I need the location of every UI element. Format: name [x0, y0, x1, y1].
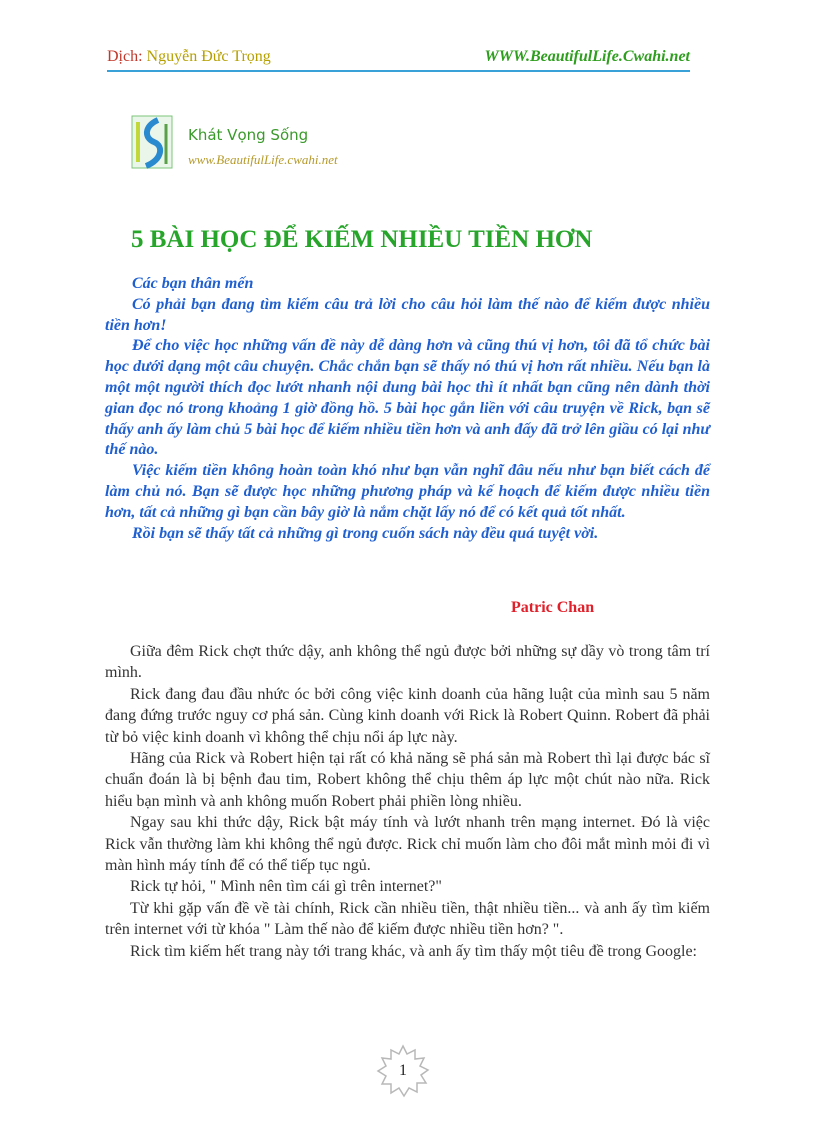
- logo-name: Khát Vọng Sống: [188, 126, 309, 144]
- intro-paragraph: Rồi bạn sẽ thấy tất cả những gì trong cuốn sách này đều quá tuyệt vời.: [132, 524, 599, 542]
- story-paragraph: Rick đang đau đầu nhức óc bởi công việc kinh doanh của hãng luật của mình sau 5 năm đang đứng trước nguy cơ phá sản. Cùng kinh doanh với Rick là Robert Quinn. Robert đã phải từ bỏ việc kinh doanh vì không thể chịu nổi áp lực này.: [105, 685, 710, 746]
- page-number-badge: [371, 1040, 435, 1104]
- intro-paragraph: Để cho việc học những vấn đề này dễ dàng hơn và cũng thú vị hơn, tôi đã tổ chức bài học dưới dạng một câu chuyện. Chắc chắn bạn sẽ thấy nó thú vị hơn rất nhiều. Nếu bạn là một một người thích đọc lướt nhanh nội dung bài học thì ít nhất bạn cũng nên dành thời gian đọc nó trong khoảng 1 giờ đồng hồ. 5 bài học gắn liền với câu truyện về Rick, bạn sẽ thấy anh ấy làm chủ 5 bài học để kiếm nhiều tiền hơn và anh đấy đã trở lên giầu có lại như thế nào.: [105, 337, 710, 459]
- logo-mark-icon: [128, 112, 178, 172]
- intro-paragraph: Có phải bạn đang tìm kiếm câu trả lời cho câu hỏi làm thế nào để kiếm được nhiều tiền hơn!: [105, 295, 710, 334]
- story-paragraph: Ngay sau khi thức dậy, Rick bật máy tính và lướt nhanh trên mạng internet. Đó là việc Rick vẫn thường làm khi không thể ngủ được. Rick chỉ muốn làm cho đôi mắt mình mỏi đi vì màn hình máy tính để có thể tiếp tục ngủ.: [105, 814, 710, 875]
- story-paragraph: Rick tìm kiếm hết trang này tới trang khác, và anh ấy tìm thấy một tiêu đề trong Google:: [130, 942, 697, 960]
- story-paragraph: Từ khi gặp vấn đề về tài chính, Rick cần nhiều tiền, thật nhiều tiền... và anh ấy tìm kiếm trên internet với từ khóa " Làm thế nào để kiếm được nhiều tiền hơn? ".: [105, 899, 710, 939]
- page-number: 1: [399, 1062, 407, 1079]
- author-signature: Patric Chan: [511, 599, 595, 616]
- story-paragraph: Hãng của Rick và Robert hiện tại rất có khả năng sẽ phá sản mà Robert thì lại được bác sĩ chuẩn đoán là bị bệnh đau tim, Robert không thể chịu thêm áp lực một chút nào nữa. Rick hiểu bạn mình và anh không muốn Robert phải phiền lòng nhiều.: [105, 750, 710, 810]
- header-rule: [107, 70, 690, 72]
- site-url: WWW.BeautifulLife.Cwahi.net: [484, 48, 690, 65]
- story-paragraph: Giữa đêm Rick chợt thức dậy, anh không thể ngủ được bởi những sự dầy vò trong tâm trí mình.: [105, 643, 710, 682]
- story-paragraph: Rick tự hỏi, " Mình nên tìm cái gì trên internet?": [130, 878, 442, 896]
- intro-section: [105, 274, 710, 544]
- intro-paragraph: Việc kiếm tiền không hoàn toàn khó như bạn vẫn nghĩ đâu nếu như bạn biết cách để làm chủ nó. Bạn sẽ được học những phương pháp và kế hoạch để kiếm được nhiều tiền hơn, tất cả những gì bạn cần bây giờ là nắm chặt lấy nó để có kết quả tốt nhất.: [105, 462, 710, 521]
- story-section: [105, 641, 710, 962]
- translator-credit: [107, 48, 271, 66]
- logo-url: www.BeautifulLife.cwahi.net: [188, 152, 338, 167]
- document-title: 5 BÀI HỌC ĐỂ KIẾM NHIỀU TIỀN HƠN: [131, 226, 593, 253]
- logo: [128, 112, 388, 176]
- intro-greeting: Các bạn thân mến: [132, 275, 254, 292]
- translator-label: Dịch:: [107, 48, 143, 65]
- translator-name: Nguyễn Đức Trọng: [146, 48, 271, 65]
- page-header: [107, 48, 690, 72]
